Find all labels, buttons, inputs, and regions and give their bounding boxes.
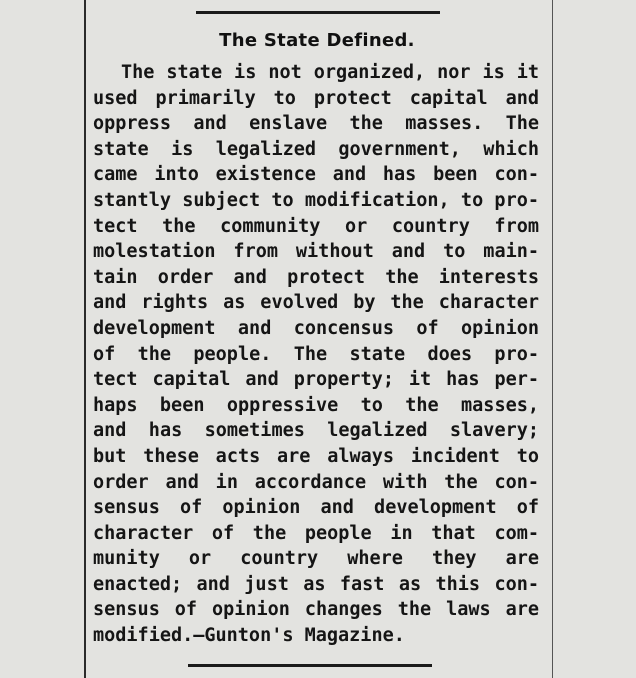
top-rule-divider	[196, 11, 440, 14]
article-line: development and concensus of opinion	[93, 317, 539, 339]
article-line: munity or country where they are	[93, 548, 539, 570]
article-line: came into existence and has been con-	[93, 164, 539, 186]
column-border-left	[84, 0, 86, 678]
article-line: of the people. The state does pro-	[93, 343, 539, 365]
article-line: sensus of opinion changes the laws are	[93, 599, 539, 621]
article-line: enacted; and just as fast as this con-	[93, 573, 539, 595]
article-line: oppress and enslave the masses. The	[93, 113, 539, 135]
article-line: character of the people in that com-	[93, 522, 539, 544]
article-line: The state is not organized, nor is it	[121, 62, 539, 83]
article-line: molestation from without and to main-	[93, 241, 539, 263]
article-line: tect the community or country from	[93, 215, 539, 237]
article-line: state is legalized government, which	[93, 138, 539, 160]
article-line: but these acts are always incident to	[93, 445, 539, 467]
article-line-attribution: modified.—Gunton's Magazine.	[93, 625, 405, 647]
article-line: tain order and protect the interests	[93, 266, 539, 288]
article-line: used primarily to protect capital and	[93, 87, 539, 109]
article-title: The State Defined.	[219, 30, 415, 51]
article-body	[93, 60, 539, 649]
article-line: and rights as evolved by the character	[93, 292, 539, 314]
article-line: stantly subject to modification, to pro-	[93, 189, 539, 211]
article-line: order and in accordance with the con-	[93, 471, 539, 493]
column-border-right	[552, 0, 553, 678]
article-line: haps been oppressive to the masses,	[93, 394, 539, 416]
article-line: tect capital and property; it has per-	[93, 369, 539, 391]
bottom-rule-divider	[188, 664, 432, 667]
article-line: sensus of opinion and development of	[93, 497, 539, 519]
article-line: and has sometimes legalized slavery;	[93, 420, 539, 442]
